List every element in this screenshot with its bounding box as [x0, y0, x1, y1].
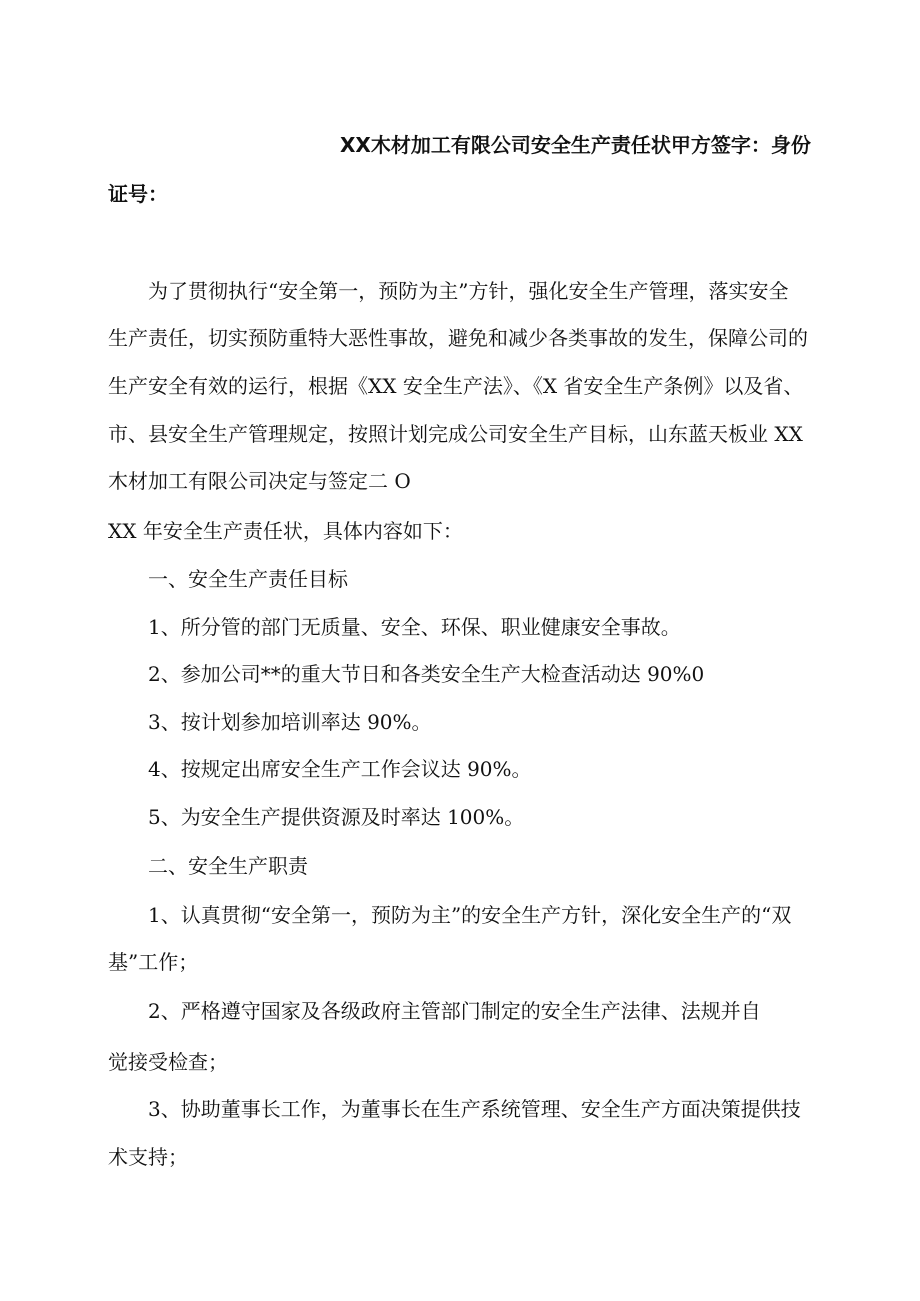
document-title-line1: XX木材加工有限公司安全生产责任状甲方签字：身份: [340, 133, 811, 157]
intro-line-6: XX 年安全生产责任状，具体内容如下：: [108, 519, 463, 543]
document-title-line2: 证号：: [108, 182, 168, 206]
intro-line-1: 为了贯彻执行“安全第一，预防为主”方针，强化安全生产管理，落实安全: [148, 279, 789, 303]
intro-line-4: 市、县安全生产管理规定，按照计划完成公司安全生产目标，山东蓝天板业 XX: [108, 422, 803, 446]
section1-item-5: 5、为安全生产提供资源及时率达 100%。: [148, 805, 525, 829]
section1-item-2: 2、参加公司**的重大节日和各类安全生产大检查活动达 90%0: [148, 662, 705, 686]
section2-line-3: 2、严格遵守国家及各级政府主管部门制定的安全生产法律、法规并自: [148, 999, 761, 1023]
section1-item-3: 3、按计划参加培训率达 90%。: [148, 710, 432, 734]
section2-line-6: 术支持；: [108, 1145, 188, 1169]
section2-heading: 二、安全生产职责: [148, 854, 308, 878]
section2-line-2: 基”工作；: [108, 950, 199, 974]
section2-line-4: 觉接受检查；: [108, 1050, 228, 1074]
intro-line-2: 生产责任，切实预防重特大恶性事故，避免和减少各类事故的发生，保障公司的: [108, 326, 808, 350]
section1-item-4: 4、按规定出席安全生产工作会议达 90%。: [148, 757, 532, 781]
section2-line-5: 3、协助董事长工作，为董事长在生产系统管理、安全生产方面决策提供技: [148, 1097, 801, 1121]
section2-line-1: 1、认真贯彻“安全第一，预防为主”的安全生产方针，深化安全生产的“双: [148, 903, 792, 927]
intro-line-3: 生产安全有效的运行，根据《XX 安全生产法》、《X 省安全生产条例》以及省、: [108, 374, 804, 398]
section1-item-1: 1、所分管的部门无质量、安全、环保、职业健康安全事故。: [148, 615, 681, 639]
intro-line-5: 木材加工有限公司决定与签定二 O: [108, 469, 411, 493]
section1-heading: 一、安全生产责任目标: [148, 567, 348, 591]
